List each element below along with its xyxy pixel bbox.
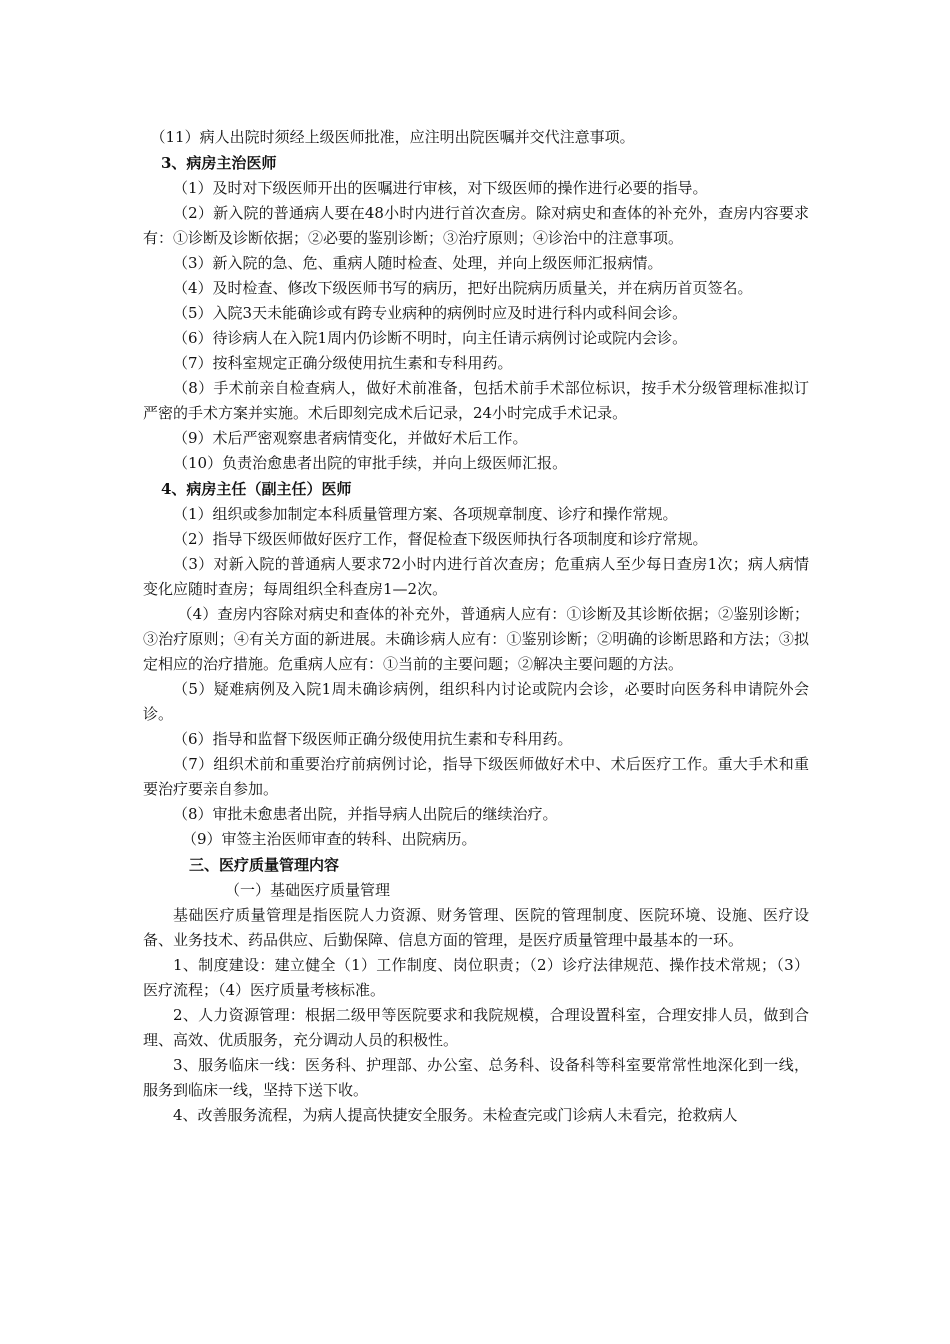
- paragraph: （1）组织或参加制定本科质量管理方案、各项规章制度、诊疗和操作常规。: [173, 505, 678, 523]
- paragraph: （2）新入院的普通病人要在48小时内进行首次查房。除对病史和查体的补充外，查房内容要求有：①诊断及诊断依据；②必要的鉴别诊断；③治疗原则；④诊治中的注意事项。: [143, 204, 809, 247]
- paragraph: （8）手术前亲自检查病人，做好术前准备，包括术前手术部位标识，按手术分级管理标准拟订严密的手术方案并实施。术后即刻完成术后记录，24小时完成手术记录。: [143, 379, 809, 422]
- paragraph: （7）组织术前和重要治疗前病例讨论，指导下级医师做好术中、术后医疗工作。重大手术和重要治疗要亲自参加。: [143, 755, 809, 798]
- paragraph: 基础医疗质量管理是指医院人力资源、财务管理、医院的管理制度、医院环境、设施、医疗设备、业务技术、药品供应、后勤保障、信息方面的管理，是医疗质量管理中最基本的一环。: [143, 906, 809, 949]
- section-heading-director: 4、病房主任（副主任）医师: [161, 480, 352, 498]
- paragraph: （4）查房内容除对病史和查体的补充外，普通病人应有：①诊断及其诊断依据；②鉴别诊断；③治疗原则；④有关方面的新进展。未确诊病人应有：①鉴别诊断；②明确的诊断思路和方法；③拟定相应的治疗措施。危重病人应有：①当前的主要问题；②解决主要问题的方法。: [143, 605, 809, 673]
- paragraph: （3）新入院的急、危、重病人随时检查、处理，并向上级医师汇报病情。: [173, 254, 663, 272]
- paragraph: （9）审签主治医师审查的转科、出院病历。: [182, 830, 477, 848]
- paragraph: （5）疑难病例及入院1周未确诊病例，组织科内讨论或院内会诊，必要时向医务科申请院外会诊。: [143, 680, 809, 723]
- paragraph: 3、服务临床一线：医务科、护理部、办公室、总务科、设备科等科室要常常性地深化到一线，服务到临床一线，坚持下送下收。: [143, 1056, 809, 1099]
- paragraph: （8）审批未愈患者出院，并指导病人出院后的继续治疗。: [173, 805, 558, 823]
- paragraph: （7）按科室规定正确分级使用抗生素和专科用药。: [173, 354, 513, 372]
- paragraph: （5）入院3天未能确诊或有跨专业病种的病例时应及时进行科内或科间会诊。: [173, 304, 688, 322]
- document-body: [143, 125, 809, 1128]
- paragraph: （10）负责治愈患者出院的审批手续，并向上级医师汇报。: [173, 454, 568, 472]
- paragraph: （4）及时检查、修改下级医师书写的病历，把好出院病历质量关，并在病历首页签名。: [173, 279, 753, 297]
- paragraph: （11）病人出院时须经上级医师批准，应注明出院医嘱并交代注意事项。: [150, 128, 635, 146]
- paragraph: 2、人力资源管理：根据二级甲等医院要求和我院规模，合理设置科室，合理安排人员，做到合理、高效、优质服务，充分调动人员的积极性。: [143, 1006, 809, 1049]
- paragraph: （6）待诊病人在入院1周内仍诊断不明时，向主任请示病例讨论或院内会诊。: [173, 329, 688, 347]
- paragraph: （3）对新入院的普通病人要求72小时内进行首次查房；危重病人至少每日查房1次；病人病情变化应随时查房；每周组织全科查房1—2次。: [143, 555, 809, 598]
- section-heading-quality: 三、医疗质量管理内容: [189, 856, 340, 874]
- paragraph: （1）及时对下级医师开出的医嘱进行审核，对下级医师的操作进行必要的指导。: [173, 179, 708, 197]
- section-heading-attending: 3、病房主治医师: [161, 154, 277, 172]
- paragraph: （9）术后严密观察患者病情变化，并做好术后工作。: [173, 429, 528, 447]
- paragraph: 1、制度建设：建立健全（1）工作制度、岗位职责；（2）诊疗法律规范、操作技术常规；（3）医疗流程；（4）医疗质量考核标准。: [143, 956, 809, 999]
- subsection-heading: （一）基础医疗质量管理: [225, 881, 391, 899]
- paragraph: （6）指导和监督下级医师正确分级使用抗生素和专科用药。: [173, 730, 573, 748]
- paragraph: （2）指导下级医师做好医疗工作，督促检查下级医师执行各项制度和诊疗常规。: [173, 530, 708, 548]
- paragraph: 4、改善服务流程，为病人提高快捷安全服务。未检查完或门诊病人未看完，抢救病人: [173, 1106, 738, 1124]
